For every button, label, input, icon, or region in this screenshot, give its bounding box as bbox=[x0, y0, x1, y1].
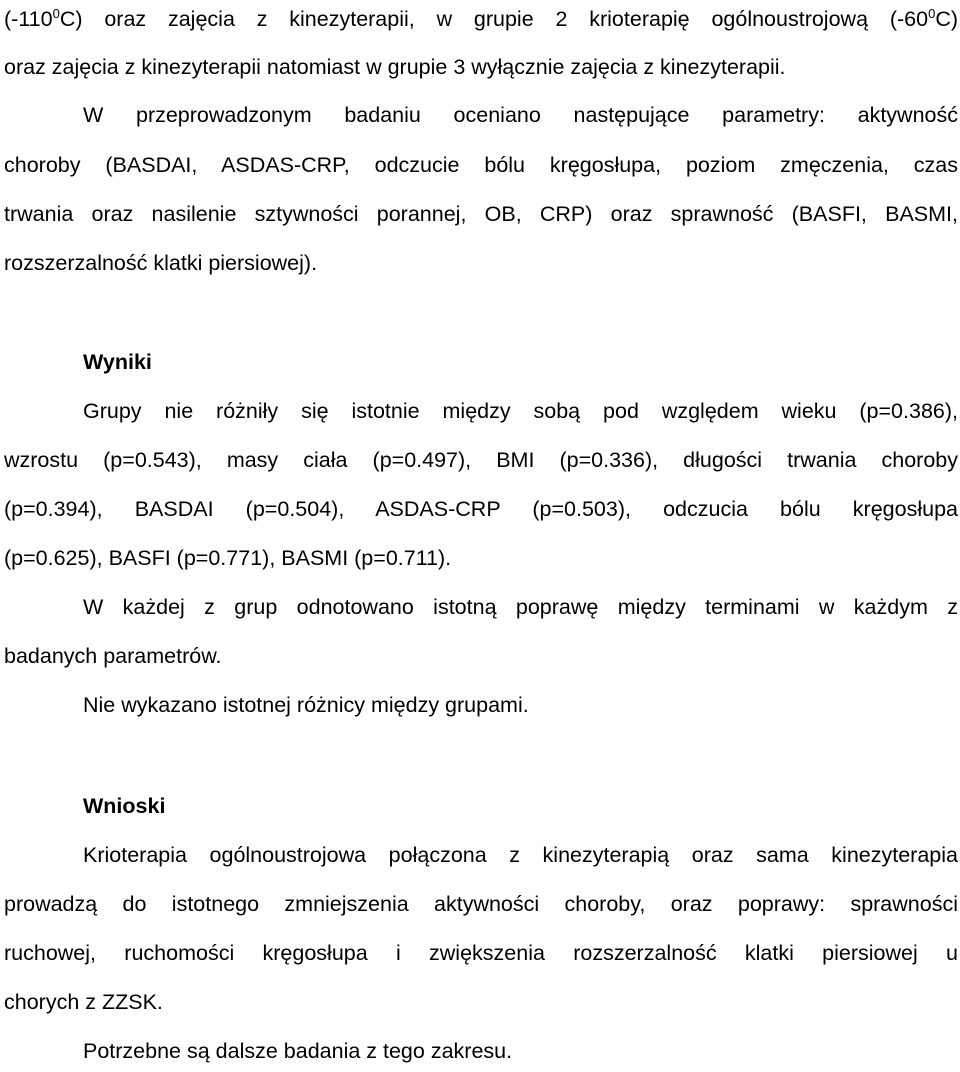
conclusions-line-1: Krioterapia ogólnoustrojowa połączona z kinezyterapią oraz sama kinezyterapia bbox=[83, 843, 958, 867]
results-line-7: Nie wykazano istotnej różnicy między grupami. bbox=[83, 693, 529, 717]
conclusions-line-4: chorych z ZZSK. bbox=[4, 990, 163, 1014]
results-line-1: Grupy nie różniły się istotnie między sobą pod względem wieku (p=0.386), bbox=[83, 399, 958, 423]
results-line-5: W każdej z grup odnotowano istotną poprawę między terminami w każdym z bbox=[83, 595, 958, 619]
intro-line-2: oraz zajęcia z kinezyterapii natomiast w grupie 3 wyłącznie zajęcia z kinezyterapii. bbox=[4, 55, 786, 79]
intro-line-4: choroby (BASDAI, ASDAS-CRP, odczucie bólu kręgosłupa, poziom zmęczenia, czas bbox=[4, 153, 958, 177]
intro-line-3: W przeprowadzonym badaniu oceniano następujące parametry: aktywność bbox=[83, 103, 958, 127]
conclusions-heading: Wnioski bbox=[83, 794, 166, 818]
results-line-4: (p=0.625), BASFI (p=0.771), BASMI (p=0.711). bbox=[4, 546, 452, 570]
results-line-3: (p=0.394), BASDAI (p=0.504), ASDAS-CRP (p=0.503), odczucia bólu kręgosłupa bbox=[4, 497, 958, 521]
intro-text: C) oraz zajęcia z kinezyterapii, w grupie 2 krioterapię ogólnoustrojową (-60 bbox=[59, 7, 929, 31]
degree-superscript: 0 bbox=[928, 5, 936, 21]
conclusions-line-5: Potrzebne są dalsze badania z tego zakresu. bbox=[83, 1039, 513, 1063]
intro-line-5: trwania oraz nasilenie sztywności porannej, OB, CRP) oraz sprawność (BASFI, BASMI, bbox=[4, 202, 958, 226]
conclusions-line-3: ruchowej, ruchomości kręgosłupa i zwiększenia rozszerzalność klatki piersiowej u bbox=[4, 941, 958, 965]
intro-text: (-110 bbox=[4, 7, 53, 31]
results-heading: Wyniki bbox=[83, 350, 152, 374]
conclusions-line-2: prowadzą do istotnego zmniejszenia aktywności choroby, oraz poprawy: sprawności bbox=[4, 892, 958, 916]
degree-superscript: 0 bbox=[52, 5, 60, 21]
intro-line-6: rozszerzalność klatki piersiowej). bbox=[4, 251, 318, 275]
intro-text: C) bbox=[935, 7, 958, 31]
intro-line-1 bbox=[4, 4, 958, 34]
results-line-6: badanych parametrów. bbox=[4, 644, 222, 668]
results-line-2: wzrostu (p=0.543), masy ciała (p=0.497), BMI (p=0.336), długości trwania choroby bbox=[4, 448, 958, 472]
